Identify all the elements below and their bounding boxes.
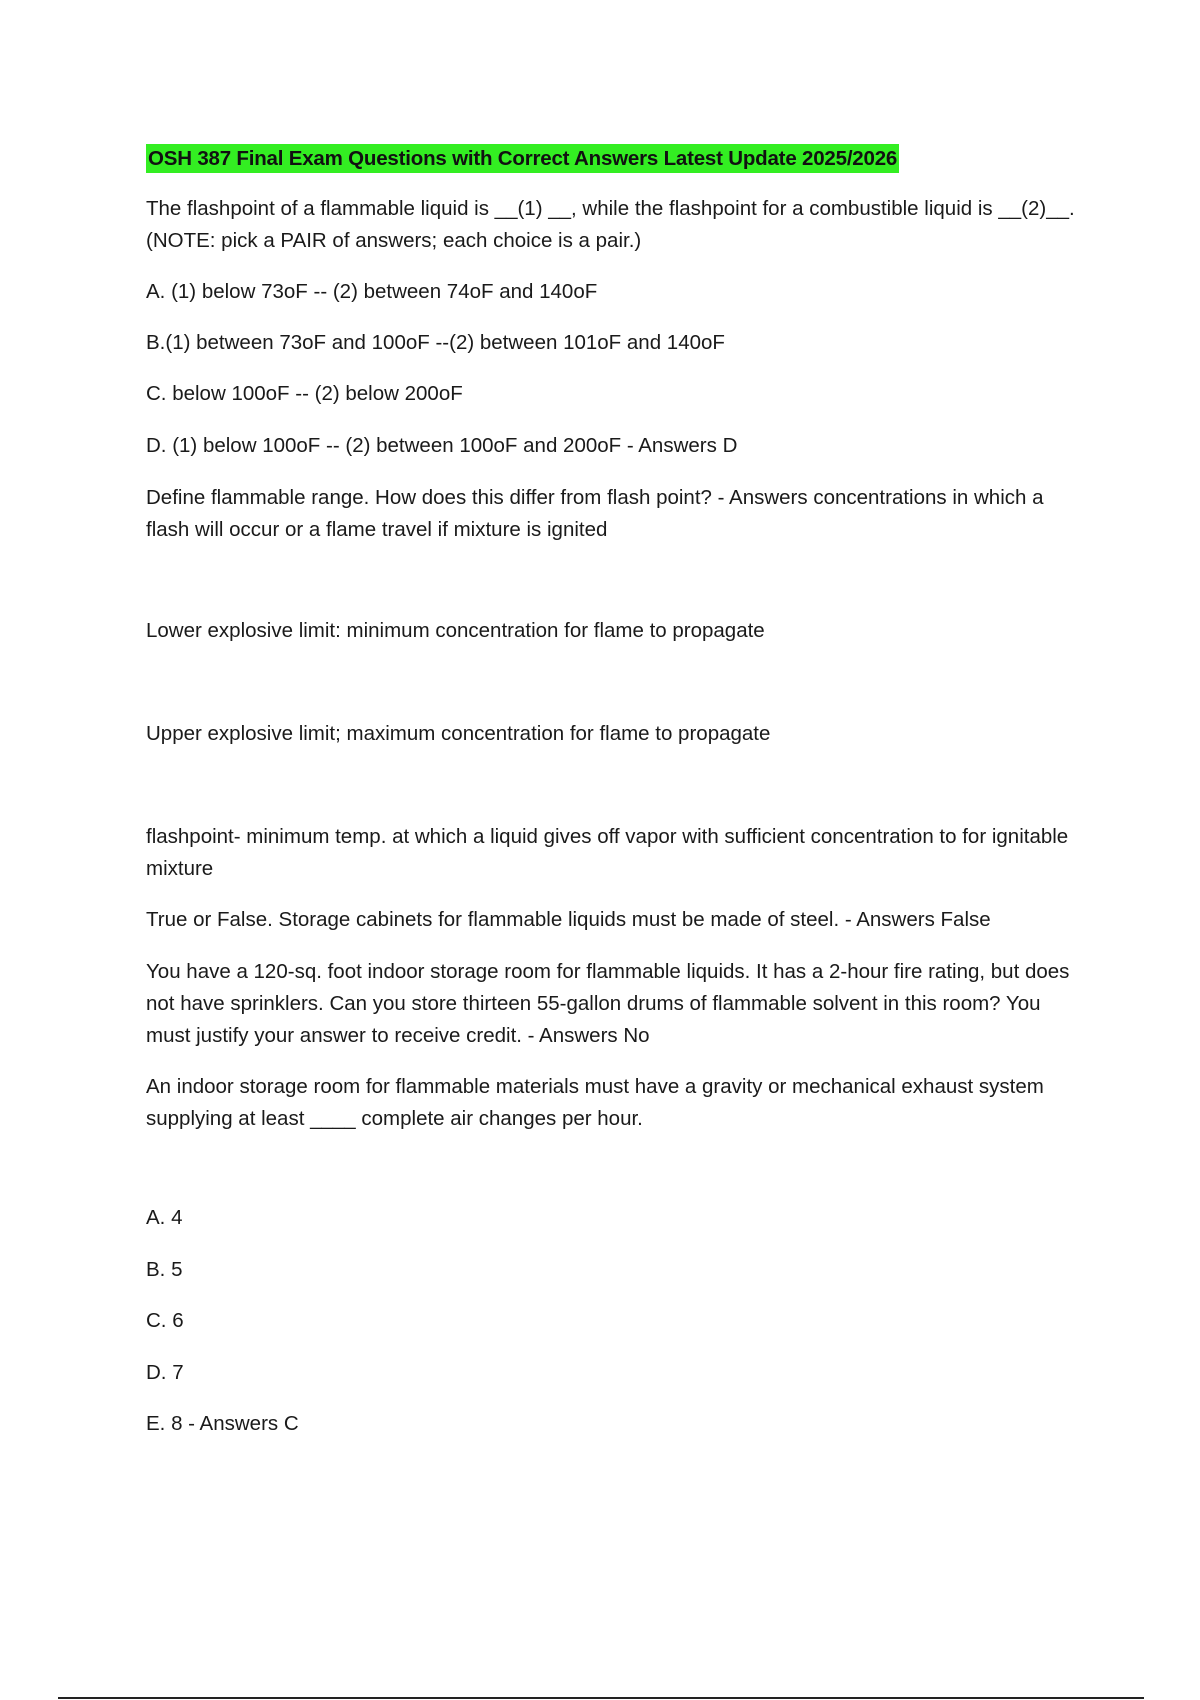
title-row (146, 144, 899, 173)
question-1-option-b: B.(1) between 73oF and 100oF --(2) between 101oF and 140oF (146, 331, 725, 354)
question-1-option-a: A. (1) below 73oF -- (2) between 74oF and 140oF (146, 280, 598, 303)
question-1-option-d: D. (1) below 100oF -- (2) between 100oF and 200oF - Answers D (146, 434, 738, 457)
question-5-option-d: D. 7 (146, 1361, 184, 1384)
question-2-stem: Define flammable range. How does this differ from flash point? - Answers concentrations in which a flash will occur or a flame travel if mixture is ignited (146, 486, 1044, 541)
question-5-option-a: A. 4 (146, 1206, 183, 1229)
question-5-option-b: B. 5 (146, 1258, 183, 1281)
footer-divider (58, 1697, 1144, 1699)
question-5-stem: An indoor storage room for flammable materials must have a gravity or mechanical exhaust system supplying at least ____ complete air changes per hour. (146, 1075, 1044, 1130)
question-3: True or False. Storage cabinets for flammable liquids must be made of steel. - Answers False (146, 908, 991, 931)
question-2-upper-limit: Upper explosive limit; maximum concentration for flame to propagate (146, 722, 771, 745)
question-2-flashpoint: flashpoint- minimum temp. at which a liquid gives off vapor with sufficient concentration to for ignitable mixture (146, 825, 1069, 880)
question-1-option-c: C. below 100oF -- (2) below 200oF (146, 382, 463, 405)
question-4: You have a 120-sq. foot indoor storage room for flammable liquids. It has a 2-hour fire rating, but does not have sprinklers. Can you store thirteen 55-gallon drums of flammable solvent in this room? You must justify your answer to receive credit. - Answers No (146, 960, 1070, 1047)
question-5-option-c: C. 6 (146, 1309, 184, 1332)
document-title: OSH 387 Final Exam Questions with Correct Answers Latest Update 2025/2026 (146, 144, 899, 173)
question-5-option-e: E. 8 - Answers C (146, 1412, 299, 1435)
question-1-stem: The flashpoint of a flammable liquid is __(1) __, while the flashpoint for a combustible liquid is __(2)__. (NOTE: pick a PAIR of answers; each choice is a pair.) (146, 197, 1075, 252)
question-2-lower-limit: Lower explosive limit: minimum concentration for flame to propagate (146, 619, 765, 642)
